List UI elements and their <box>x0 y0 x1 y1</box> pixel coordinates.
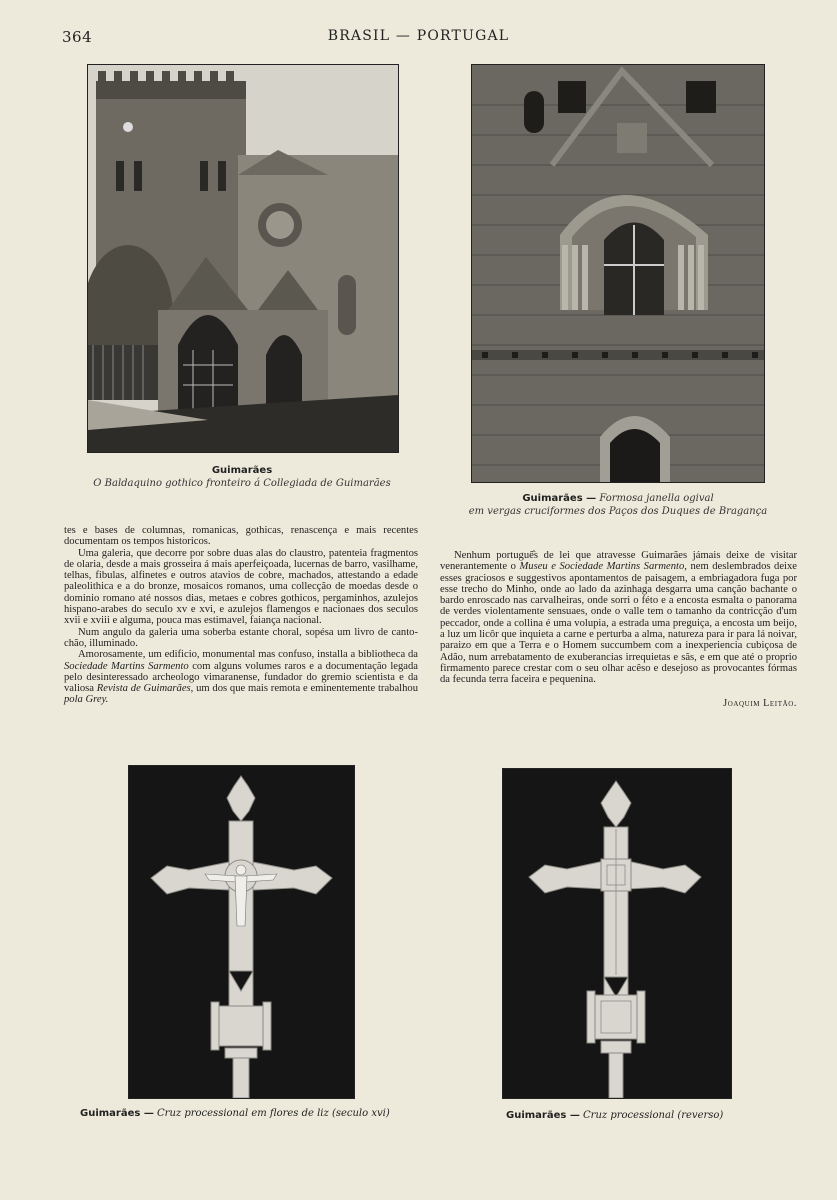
caption-description: Formosa janella ogival <box>599 493 714 504</box>
caption-cruz-reverso <box>506 1110 723 1121</box>
caption-baldaquino <box>70 464 414 490</box>
text-run: , nem deslembrados deixe esses graciosos e suggestivos apontamentos de paisagem, a embriagadora fuga por esse trecho do Minho, onde ao lado da azinhaga desgarra uma canção bachante o bardo enroscado nas carvalheiras, onde sorri o féto e a encosta esmalta o panorama de verdes violentamente sensuaes, onde o valle tem o tamanho da contricção d'um peccador, onde a collina é uma volupia, a estrada uma preguiça, a encosta um beijo, a luz um licôr que inquieta a carne e perturba a alma, natureza para ir para lá noivar, paraizo em que a Terra e o Homem succumbem com a inexperiencia cubiçosa de Adão, num arrebatamento de exuberancias irrequietas e sãs, e em que até o proprio firmamento parece crestar com o seu olhar acêso e desejoso as provocantes fórmas da fecunda terra faceira e pequenina. <box>440 561 797 686</box>
caption-place: Guimarães — <box>506 1110 580 1121</box>
photo-cruz-processional <box>128 765 355 1099</box>
text-run-italic: Sociedade Martins Sarmento <box>64 660 189 672</box>
caption-cruz <box>80 1108 390 1119</box>
photo-janella-ogival <box>471 64 765 483</box>
paragraph: Uma galeria, que decorre por sobre duas alas do claustro, patenteia fragmentos de olaria, desde a mais grosseira á mais aperfeiçoada, lucernas de barro, vasilhame, telhas, fibulas, alfinetes e outros atavios de cobre, machados, attestando a edade paleolithica e a do bronze, mosaicos romanos, uma collecção de moedas desde o dominio romano até nossos dias, metaes e cobres gothicos, pergaminhos, azulejos hispano-arabes do seculo xv e xvi, e azulejos flamengos e nacionaes dos seculos xvii e xviii e alguma, pouca mas estimavel, faiança nacional. <box>64 547 418 627</box>
running-header: BRASIL — PORTUGAL <box>327 28 510 44</box>
paragraph <box>440 550 797 686</box>
text-run: Amorosamente, um edificio, monumental mas confuso, installa a bibliotheca da <box>78 649 418 661</box>
paragraph: Num angulo da galeria uma soberba estante choral, sopésa um livro de canto-chão, illuminado. <box>64 626 418 649</box>
caption-description: Cruz processional (reverso) <box>583 1110 724 1121</box>
page-number: 364 <box>62 28 93 46</box>
text-run: Nenhum portuguê̂s de lei que atravesse Guimarães jámais deixe de visitar venerantemente o <box>440 550 797 573</box>
text-run: com alguns volumes raros e a documentação legada pelo desinteressado archeologo vimaranense, fundador do gremio scientista e da valiosa <box>64 660 418 695</box>
article-column-left <box>64 525 418 706</box>
article-column-right <box>440 550 797 709</box>
caption-janella <box>430 492 806 518</box>
caption-description-line2: em vergas cruciformes dos Paços dos Duques de Bragança <box>468 506 768 517</box>
paragraph <box>64 649 418 705</box>
caption-place: Guimarães — <box>80 1108 154 1119</box>
caption-place: Guimarães <box>211 465 273 476</box>
photo-cruz-reverso <box>502 768 732 1099</box>
paragraph: tes e bases de columnas, romanicas, gothicas, renascença e mais recentes documentam os tempos historicos. <box>64 525 418 548</box>
text-run-italic: pola Grey. <box>64 694 109 706</box>
text-run: , um dos que mais remota e eminentemente trabalhou <box>190 683 418 695</box>
caption-description: O Baldaquino gothico fronteiro á Collegiada de Guimarães <box>93 478 391 489</box>
text-run-italic: Museu e Sociedade Martins Sarmento <box>519 561 685 573</box>
photo-baldaquino <box>87 64 399 453</box>
text-run-italic: Revista de Guimarães <box>96 683 191 695</box>
caption-description: Cruz processional em flores de liz (seculo xvi) <box>157 1108 390 1119</box>
caption-place: Guimarães — <box>522 493 597 504</box>
author-signature: Joaquim Leitão. <box>723 697 797 709</box>
